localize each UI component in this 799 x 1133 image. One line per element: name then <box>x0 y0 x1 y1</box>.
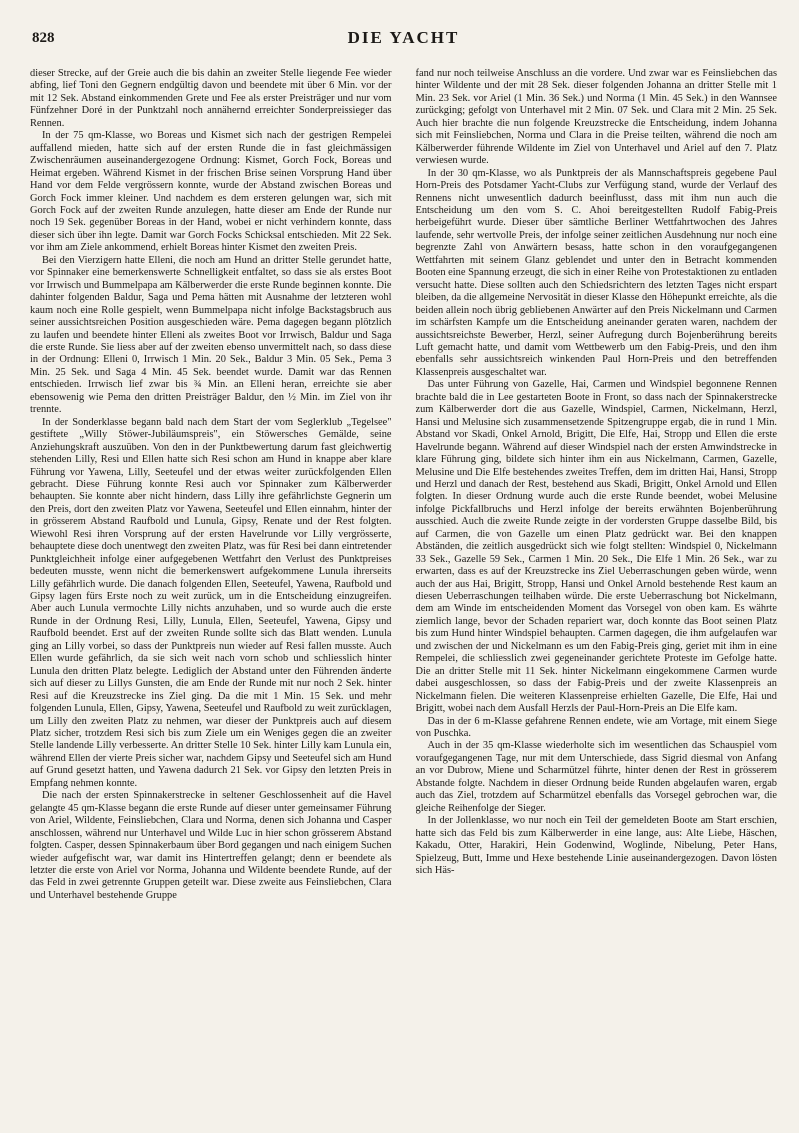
paragraph: dieser Strecke, auf der Greie auch die bis dahin an zweiter Stelle liegende Fee wieder abfing, lief Toni den Gegnern endgültig davon und beendete mit über 6 Min. vor der mit 12 Sek. Abstand einkommenden Grete und Fee als erster Preisträger und nur vom Fünfzehner Doré in der Punktzahl noch annähernd erreichter Sonderpreissieger das Rennen. <box>30 68 392 129</box>
paragraph: In der 75 qm-Klasse, wo Boreas und Kismet sich nach der gestrigen Rempelei auffallend mieden, hatte sich auf der ersten Runde die in fast gleichmässigen Zwischenräumen auseinandergezogene Ordnung: Kismet, Gorch Fock, Boreas und Heimat ergeben. Während Kismet in der frischen Brise seinen Vorsprung Hand über Hand vor dem Felde vergrössern konnte, wurde der Abstand zwischen Boreas und Gorch Fock immer kleiner. Und nachdem es dem ersteren gelungen war, sich mit Gorch Fock auf der zweiten Runde anzulegen, hatte dieser am Ende der Runde nur noch 19 Sek. gegenüber Boreas in der Hand, wobei er nicht verhindern konnte, dass dieser sich über ihn legte. Damit war Gorch Focks Schicksal entschieden. Mit 22 Sek. vor ihm am Ziele ankommend, erhielt Boreas hinter Kismet den zweiten Preis. <box>30 130 392 254</box>
paragraph: In der Jollenklasse, wo nur noch ein Teil der gemeldeten Boote am Start erschien, hatte sich das Feld bis zum Kälberwerder in eine lange, aus: Alte Liebe, Häschen, Kakadu, Otter, Harakiri, Hein Godenwind, Woglinde, Nibelung, Peter Hans, Spielzeug, Butt, Imme und Hexe bestehende Linie auseinandergezogen. Davon lösten sich Häs- <box>415 815 777 876</box>
journal-title: DIE YACHT <box>347 28 460 47</box>
paragraph: Auch in der 35 qm-Klasse wiederholte sich im wesentlichen das Schauspiel vom voraufgegangenen Tage, nur mit dem Unterschiede, dass Sigrid diesmal von Anfang an vor Dubrow, Miene und Scharmützel führte, hinter denen der Rest in grösserem Abstande folgte. Nachdem in dieser Ordnung beide Runden abgelaufen waren, ergab auch das Ziel, trotzdem auf Scharmützel ebenfalls das Vorsegel gebrochen war, die gleiche Reihenfolge der Sieger. <box>415 740 777 814</box>
page-number: 828 <box>32 30 55 46</box>
paragraph: Die nach der ersten Spinnakerstrecke in seltener Geschlossenheit auf die Havel gelangte 45 qm-Klasse begann die erste Runde auf dieser unter gemeinsamer Führung von Ariel, Wildente, Feinsliebchen, Clara und Norma, denen sich Johanna und Casper anschlossen, während nur Unterhavel und Wilde Luc in hier schon grösserem Abstand folgten. Casper, dessen Spinnakerbaum über Bord gegangen und nach einigem Suchen wieder aufgefischt war, war damit ins Hintertreffen gelangt; denn er beendete als letzter die erste von Ariel vor Norma, Johanna und Wildente beendete Runde, auf der das Feld in zwei getrennte Gruppen geteilt war. Diese zweite aus Feinsliebchen, Clara und Unterhavel bestehende Gruppe <box>30 790 392 901</box>
article-columns <box>30 68 777 1115</box>
page-header <box>30 0 777 46</box>
paragraph: In der 30 qm-Klasse, wo als Punktpreis der als Mannschaftspreis gegebene Paul Horn-Preis des Potsdamer Yacht-Clubs zur Verfügung stand, wurde der Verlauf des Rennens nicht unwesentlich dadurch beeinflusst, dass mit ihm nun auch die Entscheidung um den vom S. C. Ahoi bereitgestellten Rudolf Fabig-Preis herbeigeführt wurde. Dieser über sämtliche Berliner Wettfahrtwochen des Jahres laufende, sehr wertvolle Preis, der infolge seiner zeitlichen Ausdehnung nur noch eine begrenzte Zahl von Anwärtern besass, hatte schon in den voraufgegangenen Wettfahrten mit seinem Glanz geblendet und unter den in Betracht kommenden Booten eine Spannung erzeugt, die sich in einer Reihe von Protestaktionen zu entladen versucht hatte. Diese sollten auch den Schiedsrichtern des letzten Tages nicht erspart bleiben, da die allgemeine Nervosität in dieser Klasse den Höhepunkt erreichte, als die beiden allein noch übrig gebliebenen Anwärter auf den Preis Nickelmann und Carmen im schärfsten Kampfe um die Entscheidung aneinander geraten waren, nachdem der aussichtsreichste Bewerber, Herzl, seiner Aufregung durch Bojenberührung bereits Luft gemacht hatte, und damit vom Wettbewerb um den Fabig-Preis, und den ihm ebenfalls sehr aussichtsreich winkenden Paul Horn-Preis und den betreffenden Klassenpreis ausgeschaltet war. <box>415 167 777 378</box>
paragraph: fand nur noch teilweise Anschluss an die vordere. Und zwar war es Feinsliebchen das hinter Wildente und der mit 28 Sek. dieser folgenden Johanna an dritter Stelle mit 1 Min. 23 Sek. vor Ariel (1 Min. 36 Sek.) und Norma (1 Min. 45 Sek.) in den Wannsee zurückging; gefolgt von Unterhavel mit 2 Min. 07 Sek. und Clara mit 2 Min. 25 Sek. Auch hier brachte die nun folgende Kreuzstrecke die Entscheidung, indem Johanna sich mit Feinsliebchen, Norma und Clara in die Preise teilten, während die noch am Kälberwerder führende Wildente im Ziel von Unterhavel und Ariel auf den 7. Platz verwiesen wurde. <box>415 68 777 167</box>
paragraph: Das in der 6 m-Klasse gefahrene Rennen endete, wie am Vortage, mit einem Siege von Puschka. <box>415 715 777 740</box>
paragraph: In der Sonderklasse begann bald nach dem Start der vom Seglerklub „Tegelsee" gestiftete „Willy Stöwer-Jubiläumspreis", ein Stöwersches Gemälde, seine Anziehungskraft auszuüben. Von den in der Punktbewertung darum fast gleichwertig stehenden Lilly, Resi und Ellen hatte sich Resi schon am Hund in knappe aber klare Führung vor Yawena, Lilly, Seeteufel und der etwas weiter zurückfolgenden Ellen gebracht. Diese Führung konnte Resi auch vor Spinnaker zum Kälberwerder behaupten. Sie konnte aber nicht hindern, dass Lilly ihre gefährlichste Gegnerin um den Preis, dort den zweiten Platz vor Yawena, Seeteufel und Ellen einnahm, hinter der in grösserem Abstand Raufbold und Lunula, Gipsy, Renate und der Rest folgten. Wiewohl Resi ihren Vorsprung auf der ersten Havelrunde vor Lilly vergrösserte, behauptete diese doch unentwegt den zweiten Platz, was für Resi bei dann eintretender Punktgleichheit infolge einer aufgegebenen Wettfahrt den Verlust des Punktpreises bedeuten musste, wenn nicht die bemerkenswert aufgekommene Lunula ihrerseits Lilly gefährlich wurde. Die danach folgenden Ellen, Seeteufel, Yawena, Raufbold und Gipsy lagen fürs Erste noch zu weit zurück, um in die Entscheidung einzugreifen. Aber auch Lunula vermochte Lilly nichts anzuhaben, und so wurde auch die erste Runde in der Ordnung Resi, Lilly, Lunula, Ellen, Seeteufel, Yawena, Gipsy und Raufbold beendet. Erst auf der zweiten Runde sollte sich das Blatt wenden. Lunula ging an Lilly vorbei, so dass der Punktpreis nun wieder auf Resi fallen musste. Auch Ellen wurde gefährlich, da sie sich weit nach vorn schob und schliesslich hinter Lunula den dritten Platz belegte. Lediglich der Abstand unter den Führenden änderte sich auf dieser zu Lillys Gunsten, die am Ende der Runde mit nur noch 2 Sek. hinter Resi auf die Kreuzstrecke ins Ziel ging. Da die mit 1 Min. 15 Sek. und mehr folgenden Lunula, Ellen, Gipsy, Yawena, Seeteufel und Raufbold zu weit zurücklagen, um Lilly den zweiten Platz zu nehmen, war dieser der Punktpreis auch auf diesem Platz sicher, trotzdem Resi sich bis zum Ziele um ein Weniges gegen die an zweiter Stelle landende Lilly verbesserte. An dritter Stelle 10 Sek. hinter Lilly kam Lunula ein, während Ellen der vierte Preis sicher war, nachdem Gipsy und Seeteufel sich am Hund auf Grund gesetzt hatten, und Yawena dadurch 21 Sek. vor Gipsy den letzten Preis in Empfang nehmen konnte. <box>30 416 392 789</box>
left-column <box>30 68 392 1115</box>
right-column <box>416 68 778 1115</box>
paragraph: Das unter Führung von Gazelle, Hai, Carmen und Windspiel begonnene Rennen brachte bald die in Lee gestarteten Boote in Front, so dass nach der Spinnakerstrecke zum Kälberwerder dort die aus Gazelle, Windspiel, Carmen, Nickelmann, Herzl, Hansi und Melusine sich zusammensetzende Spitzengruppe ergab, die in rund 1 Min. Abstand vor Skadi, Onkel Arnold, Brigitt, Die Elfe, Hai, Stropp und Ellen die erste Havelrunde begann. Während auf dieser Windspiel nach der ersten Amwindstrecke in klare Führung ging, bildete sich hinter ihm ein aus Nickelmann, Carmen, Gazelle, Melusine und Die Elfe bestehendes zweites Treffen, dem im dritten Hai, Hansi, Stropp und Herzl und danach der Rest, bestehend aus Skadi, Brigitt, Onkel Arnold und Ellen folgten. In dieser Ordnung wurde auch die erste Runde beendet, wobei Melusine infolge Pickfallbruchs und Herzl infolge der bereits erwähnten Bojenberührung ausschied. Auch die zweite Runde zeigte in der vordersten Gruppe dasselbe Bild, bis auf Carmen, die von Gazelle um einen Platz gedrückt war. Bei den knappen Abständen, die zeitlich ausgedrückt sich wie folgt stellten: Windspiel 0, Nickelmann 33 Sek., Gazelle 59 Sek., Carmen 1 Min. 20 Sek., Die Elfe 1 Min. 26 Sek., war zu erwarten, dass es auf der Kreuzstrecke ins Ziel Ueberraschungen geben würde, wenn auch der aus Hai, Brigitt, Stropp, Hansi und Onkel Arnold bestehende Rest kaum an diesen Ueberraschungen teilhaben würde. Die erste Ueberraschung bot Nickelmann, dem am Winde im entscheidenden Moment das Vorsegel von oben kam. Es währte ziemlich lange, bevor der Schaden repariert war, doch konnte das Boot seinen Platz bis zum Hund hinter Windspiel behaupten. Carmen dagegen, die ihm aufgelaufen war und zwischen der und Nickelmann es um den Fabig-Preis ging, geriet mit ihm in eine Rempelei, die schliesslich zwei gegeneinander gerichtete Proteste im Gefolge hatte. Die an dritter Stelle mit 11 Sek. hinter Nickelmann eingekommene Carmen wurde dabei ausgeschlossen, so dass der Fabig-Preis und der zweite Klassenpreis an Nickelmann fielen. Die weiteren Klassenpreise erhielten Gazelle, Die Elfe, Hai und Brigitt, wobei nach dem Ausfall Herzls der Paul-Horn-Preis an Die Elfe kam. <box>415 379 777 715</box>
paragraph: Bei den Vierzigern hatte Elleni, die noch am Hund an dritter Stelle gerundet hatte, vor Spinnaker eine bemerkenswerte Schnelligkeit entfaltet, so dass sie als erstes Boot vor Irrwisch und Bummelpapa am Kälberwerder die erste Runde beginnen konnte. Die dahinter folgenden Baldur, Saga und Pema hätten mit Ausnahme der letzteren wohl kaum noch eine Rolle gespielt, wenn Bummelpapa nicht infolge Backstagsbruch aus seiner aussichtsreichen Position ausgeschieden wäre. Pema dagegen begann plötzlich zu laufen und beendete hinter Elleni als zweites Boot vor Irrwisch, Baldur und Saga die erste Runde. Sie liess aber auf der zweiten ebenso unvermittelt nach, so dass diese in der Ordnung: Elleni 0, Irrwisch 1 Min. 20 Sek., Baldur 3 Min. 05 Sek., Pema 3 Min. 25 Sek. und Saga 4 Min. 45 Sek. beendet wurde. Damit war das Rennen entschieden. Irrwisch lief zwar bis ¾ Min. an Elleni heran, erreichte sie aber ebensowenig wie Pema den dritten Preisträger Baldur, den ½ Min. im Ziel von ihr trennte. <box>30 254 392 416</box>
